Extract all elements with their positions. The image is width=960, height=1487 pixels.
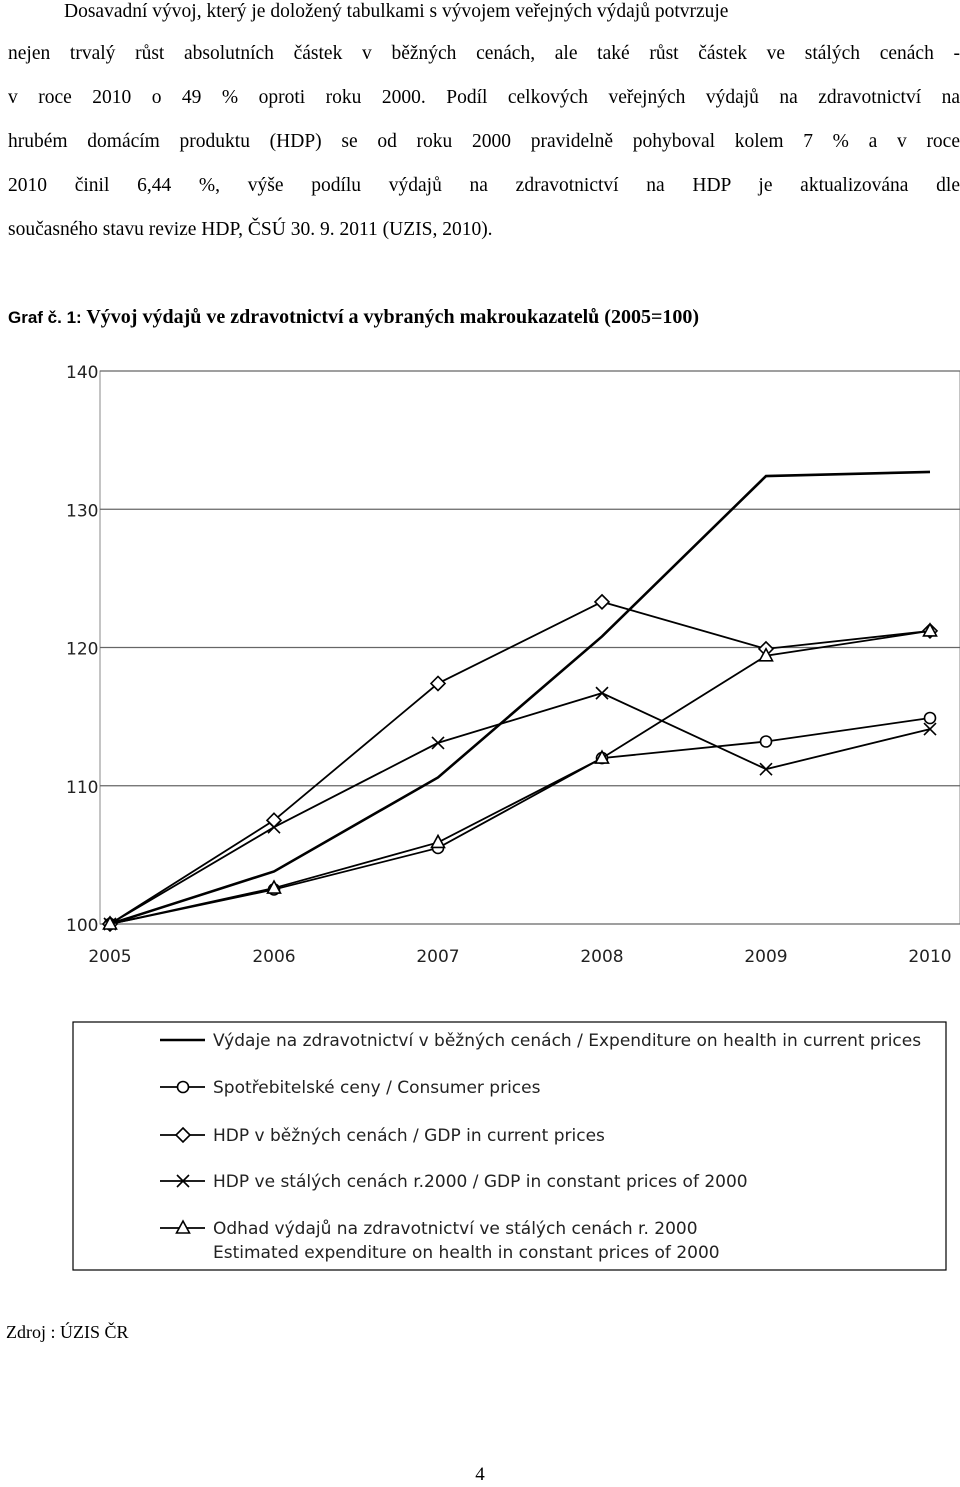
x-tick-label: 2006 [252, 947, 296, 967]
x-tick-label: 2007 [416, 947, 460, 967]
legend-marker-5 [177, 1221, 190, 1233]
series-5-point [432, 835, 445, 847]
paragraph-line-2: nejen trvalý růst absolutních částek v běžných cenách, ale také růst částek ve stálých cenách - [8, 43, 960, 64]
paragraph-line-6: současného stavu revize HDP, ČSÚ 30. 9. 2011 (UZIS, 2010). [8, 219, 493, 240]
y-tick-label: 110 [66, 777, 99, 798]
paragraph-line-1: Dosavadní vývoj, který je doložený tabulkami s vývojem veřejných výdajů potvrzuje [64, 1, 729, 22]
series-line-4 [110, 693, 930, 924]
series-4-point [924, 723, 936, 735]
x-tick-label: 2010 [908, 947, 952, 967]
series-4-point [432, 737, 444, 749]
y-tick-label: 130 [66, 501, 99, 522]
legend-marker-2 [178, 1082, 189, 1093]
series-4-point [760, 763, 772, 775]
paragraph-line-5: 2010 činil 6,44 %, výše podílu výdajů na zdravotnictví na HDP je aktualizována dle [8, 175, 960, 196]
page-number: 4 [475, 1464, 485, 1485]
legend-label-1: Výdaje na zdravotnictví v běžných cenách / Expenditure on health in current prices [213, 1031, 922, 1051]
series-2-point [761, 736, 772, 747]
line-chart [0, 352, 960, 1282]
legend-label-4: HDP ve stálých cenách r.2000 / GDP in constant prices of 2000 [213, 1172, 748, 1192]
legend-label-5-line2: Estimated expenditure on health in constant prices of 2000 [213, 1243, 720, 1263]
legend-marker-3 [176, 1128, 190, 1142]
series-line-5 [110, 631, 930, 924]
series-4-point [596, 687, 608, 699]
series-2-point [925, 713, 936, 724]
source-note: Zdroj : ÚZIS ČR [6, 1322, 129, 1342]
x-tick-label: 2008 [580, 947, 624, 967]
legend-label-3: HDP v běžných cenách / GDP in current prices [213, 1126, 605, 1146]
y-tick-label: 100 [66, 916, 99, 936]
legend-label-2: Spotřebitelské ceny / Consumer prices [213, 1078, 541, 1098]
legend-label-5: Odhad výdajů na zdravotnictví ve stálých cenách r. 2000 [213, 1219, 698, 1239]
x-tick-label: 2005 [88, 947, 132, 967]
caption-text: Vývoj výdajů ve zdravotnictví a vybraných makroukazatelů (2005=100) [86, 306, 700, 328]
caption-label: Graf č. 1: [8, 308, 82, 327]
x-tick-label: 2009 [744, 947, 788, 967]
chart-caption [8, 306, 699, 329]
paragraph-line-3: v roce 2010 o 49 % oproti roku 2000. Podíl celkových veřejných výdajů na zdravotnictví na [8, 87, 960, 108]
paragraph-line-4: hrubém domácím produktu (HDP) se od roku 2000 pravidelně pohyboval kolem 7 % a v roce [8, 131, 960, 152]
y-tick-label: 140 [66, 363, 99, 383]
series-line-1 [110, 472, 930, 924]
series-line-2 [110, 718, 930, 924]
series-3-point [595, 595, 609, 609]
y-tick-label: 120 [66, 639, 99, 660]
